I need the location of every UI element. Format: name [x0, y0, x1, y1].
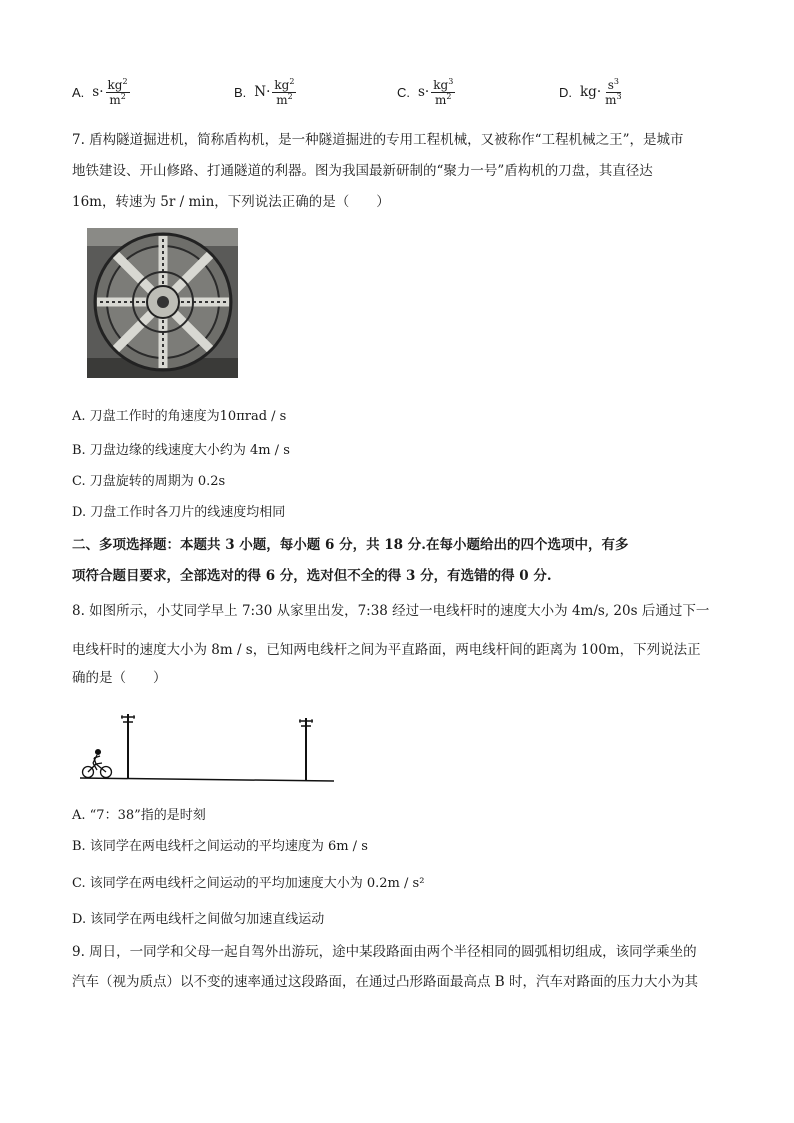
- denominator: m: [605, 92, 617, 107]
- q8-option-d[interactable]: D. 该同学在两电线杆之间做匀加速直线运动: [72, 912, 325, 927]
- q8-stem-line-3: 确的是（ ）: [72, 670, 167, 686]
- q7-option-a[interactable]: A. 刀盘工作时的角速度为10πrad / s: [72, 409, 287, 424]
- option-label: D.: [559, 84, 572, 100]
- option-unit: s·: [92, 84, 104, 100]
- q8-option-c[interactable]: C. 该同学在两电线杆之间运动的平均加速度大小为 0.2m / s²: [72, 876, 425, 891]
- exponent: 3: [616, 91, 622, 101]
- cutter-head-image: [87, 228, 238, 378]
- q7-stem-line-1: 7. 盾构隧道掘进机，简称盾构机，是一种隧道掘进的专用工程机械，又被称作“工程机械之王”，是城市: [72, 132, 684, 148]
- q6-option-b[interactable]: [234, 74, 296, 110]
- option-label: A.: [72, 84, 85, 100]
- q6-option-d[interactable]: [559, 74, 624, 110]
- fraction: [431, 78, 455, 107]
- pole-2: [299, 718, 313, 780]
- q7-option-d[interactable]: D. 刀盘工作时各刀片的线速度均相同: [72, 505, 286, 520]
- denominator: m: [109, 92, 121, 107]
- exponent: 2: [287, 91, 293, 101]
- poles-diagram-svg: [78, 708, 338, 790]
- exponent: 2: [446, 91, 452, 101]
- option-label: B.: [234, 84, 247, 100]
- poles-diagram: [78, 708, 338, 790]
- q9-stem-line-1: 9. 周日，一同学和父母一起自驾外出游玩，途中某段路面由两个半径相同的圆弧相切组成，该同学乘坐的: [72, 944, 697, 960]
- exponent: 3: [613, 76, 619, 86]
- numerator: kg: [433, 77, 449, 92]
- exponent: 2: [289, 76, 295, 86]
- q8-stem-line-2: 电线杆时的速度大小为 8m / s，已知两电线杆之间为平直路面，两电线杆间的距离为 100m，下列说法正: [72, 642, 701, 658]
- q6-options: [72, 74, 712, 114]
- exponent: 2: [122, 76, 128, 86]
- denominator: m: [276, 92, 288, 107]
- q8-option-a[interactable]: A. “7：38”指的是时刻: [72, 808, 206, 823]
- q7-option-c[interactable]: C. 刀盘旋转的周期为 0.2s: [72, 474, 226, 489]
- numerator: kg: [274, 77, 290, 92]
- denominator: m: [435, 92, 447, 107]
- fraction: [106, 78, 130, 107]
- exponent: 3: [448, 76, 454, 86]
- option-unit: kg·: [580, 84, 602, 100]
- q8-stem-line-1: 8. 如图所示，小艾同学早上 7:30 从家里出发，7:38 经过一电线杆时的速度大小为 4m/s, 20s 后通过下一: [72, 603, 710, 619]
- option-unit: s·: [418, 84, 430, 100]
- cyclist-icon: [83, 750, 112, 778]
- q9-stem-line-2: 汽车（视为质点）以不变的速率通过这段路面，在通过凸形路面最高点 B 时，汽车对路面的压力大小为其: [72, 974, 699, 990]
- q6-option-a[interactable]: [72, 74, 130, 110]
- cutter-head-photo: [87, 228, 238, 378]
- q7-stem-line-3: 16m，转速为 5r / min，下列说法正确的是（ ）: [72, 194, 390, 210]
- road-line: [80, 778, 334, 781]
- fraction: [603, 78, 623, 107]
- numerator: kg: [107, 77, 123, 92]
- numerator: s: [607, 77, 614, 92]
- option-unit: N·: [254, 84, 271, 100]
- fraction: [272, 78, 296, 107]
- q6-option-c[interactable]: [397, 74, 455, 110]
- q8-option-b[interactable]: B. 该同学在两电线杆之间运动的平均速度为 6m / s: [72, 839, 368, 854]
- q7-option-b[interactable]: B. 刀盘边缘的线速度大小约为 4m / s: [72, 443, 290, 458]
- q7-stem-line-2: 地铁建设、开山修路、打通隧道的利器。图为我国最新研制的“聚力一号”盾构机的刀盘，其直径达: [72, 163, 653, 179]
- pole-1: [121, 714, 135, 778]
- section2-heading-line-2: 项符合题目要求，全部选对的得 6 分，选对但不全的得 3 分，有选错的得 0 分.: [72, 568, 552, 584]
- section2-heading-line-1: 二、多项选择题：本题共 3 小题，每小题 6 分，共 18 分.在每小题给出的四个选项中，有多: [72, 537, 629, 553]
- option-label: C.: [397, 84, 410, 100]
- exponent: 2: [120, 91, 126, 101]
